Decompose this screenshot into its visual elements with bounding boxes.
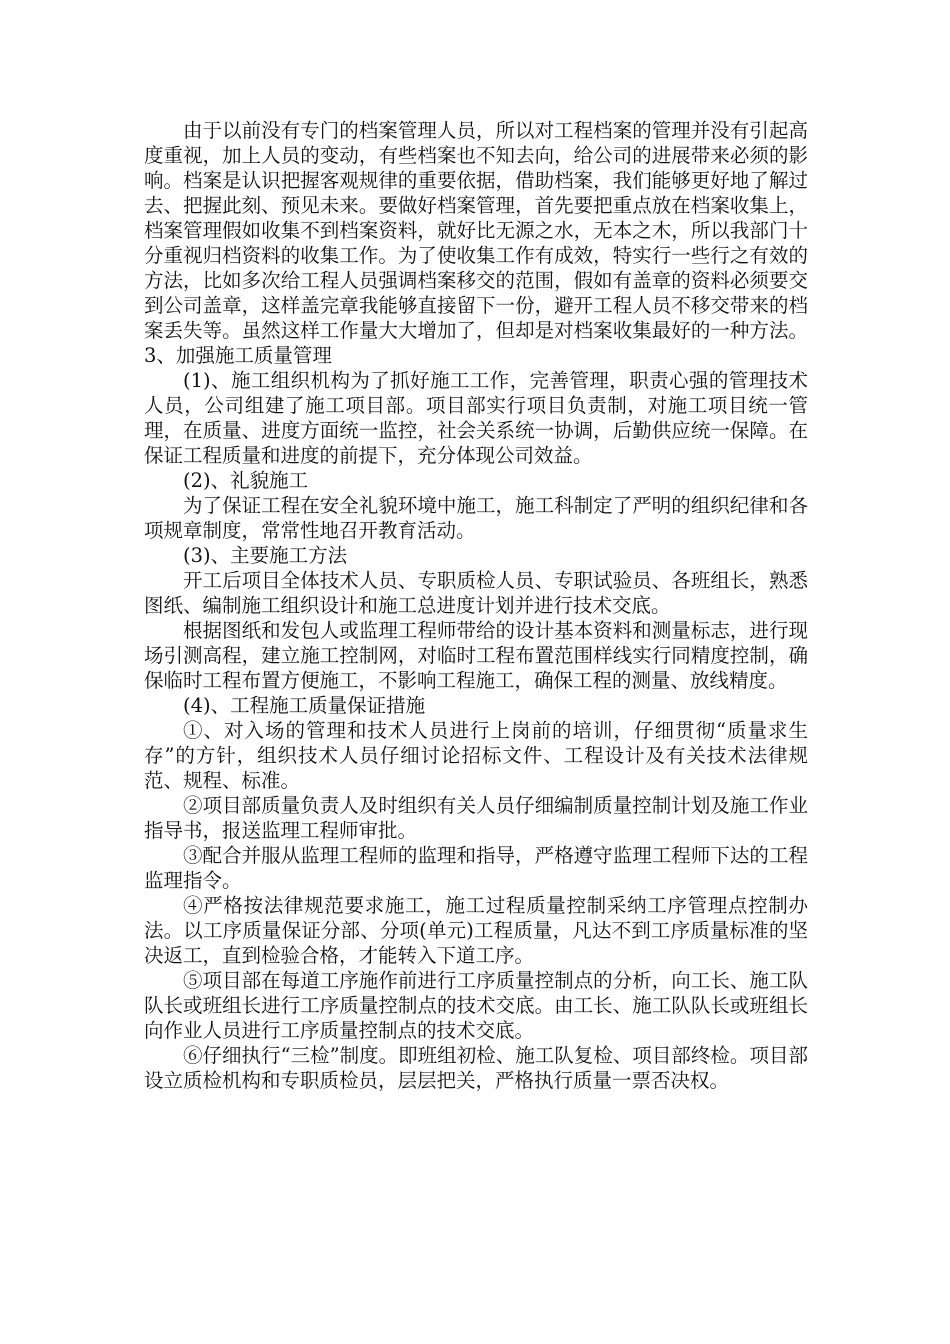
list-item-measure-3: ③配合并服从监理工程师的监理和指导，严格遵守监理工程师下达的工程监理指令。 bbox=[144, 844, 808, 892]
heading-quality-measures: (4)、工程施工质量保证措施 bbox=[183, 694, 426, 717]
list-item-measure-1: ①、对入场的管理和技术人员进行上岗前的培训，仔细贯彻“质量求生存”的方针，组织技术人员仔细讨论招标文件、工程设计及有关技术法律规范、规程、标准。 bbox=[144, 719, 808, 792]
paragraph-method-survey: 根据图纸和发包人或监理工程师带给的设计基本资料和测量标志，进行现场引测高程，建立施工控制网，对临时工程布置范围样线实行同精度控制，确保临时工程布置方便施工，不影响工程施工，确保工程的测量、放线精度。 bbox=[144, 619, 808, 692]
document-body bbox=[144, 118, 808, 1093]
heading-main-methods: (3)、主要施工方法 bbox=[183, 544, 348, 567]
paragraph-construction-organization: (1)、施工组织机构为了抓好施工工作，完善管理，职责心强的管理技术人员，公司组建了施工项目部。项目部实行项目负责制，对施工项目统一管理，在质量、进度方面统一监控，社会关系统一协调，后勤供应统一保障。在保证工程质量和进度的前提下，充分体现公司效益。 bbox=[144, 369, 808, 467]
list-item-measure-5: ⑤项目部在每道工序施作前进行工序质量控制点的分析，向工长、施工队队长或班组长进行工序质量控制点的技术交底。由工长、施工队队长或班组长向作业人员进行工序质量控制点的技术交底。 bbox=[144, 969, 808, 1042]
paragraph-method-preparation: 开工后项目全体技术人员、专职质检人员、专职试验员、各班组长，熟悉图纸、编制施工组织设计和施工总进度计划并进行技术交底。 bbox=[144, 569, 808, 617]
paragraph-civil-construction: 为了保证工程在安全礼貌环境中施工，施工科制定了严明的组织纪律和各项规章制度，常常性地召开教育活动。 bbox=[144, 494, 808, 542]
list-item-measure-6: ⑥仔细执行“三检”制度。即班组初检、施工队复检、项目部终检。项目部设立质检机构和专职质检员，层层把关，严格执行质量一票否决权。 bbox=[144, 1044, 808, 1092]
heading-civil-construction: (2)、礼貌施工 bbox=[183, 469, 309, 492]
list-item-measure-4: ④严格按法律规范要求施工，施工过程质量控制采纳工序管理点控制办法。以工序质量保证分部、分项(单元)工程质量，凡达不到工序质量标准的坚决返工，直到检验合格，才能转入下道工序。 bbox=[144, 894, 808, 967]
paragraph-archive-management: 由于以前没有专门的档案管理人员，所以对工程档案的管理并没有引起高度重视，加上人员的变动，有些档案也不知去向，给公司的进展带来必须的影响。档案是认识把握客观规律的重要依据，借助档案，我们能够更好地了解过去、把握此刻、预见未来。要做好档案管理，首先要把重点放在档案收集上，档案管理假如收集不到档案资料，就好比无源之水，无本之木，所以我部门十分重视归档资料的收集工作。为了使收集工作有成效，特实行一些行之有效的方法，比如多次给工程人员强调档案移交的范围，假如有盖章的资料必须要交到公司盖章，这样盖完章我能够直接留下一份，避开工程人员不移交带来的档案丢失等。虽然这样工作量大大增加了，但却是对档案收集最好的一种方法。3、加强施工质量管理 bbox=[144, 119, 808, 367]
list-item-measure-2: ②项目部质量负责人及时组织有关人员仔细编制质量控制计划及施工作业指导书，报送监理工程师审批。 bbox=[144, 794, 808, 842]
